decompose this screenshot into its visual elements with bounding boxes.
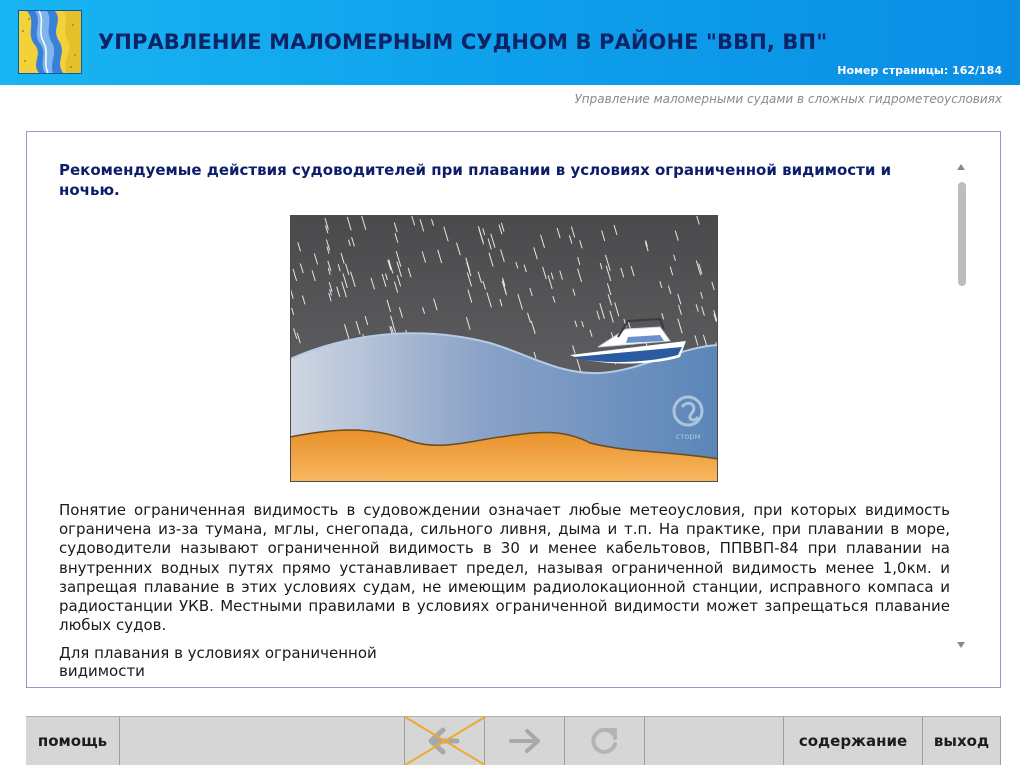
vertical-scrollbar[interactable] xyxy=(955,162,969,648)
back-button[interactable] xyxy=(405,717,485,765)
back-arrow-icon xyxy=(405,717,485,765)
bottom-toolbar xyxy=(26,716,1001,765)
scroll-down-icon[interactable] xyxy=(957,642,965,648)
next-paragraph-text: Для плавания в условиях ограниченной видимости xyxy=(59,644,377,680)
content-scroll-area[interactable] xyxy=(59,160,950,680)
app-title: УПРАВЛЕНИЕ МАЛОМЕРНЫМ СУДНОМ В РАЙОНЕ "ВВП, ВП" xyxy=(98,30,828,54)
forward-arrow-icon xyxy=(505,726,545,756)
next-paragraph-partial xyxy=(59,644,409,680)
contents-button[interactable] xyxy=(784,717,923,765)
reload-button[interactable] xyxy=(565,717,645,765)
exit-button[interactable] xyxy=(923,717,1001,765)
river-map-icon xyxy=(18,10,82,74)
content-panel xyxy=(26,131,1001,688)
body-paragraph: Понятие ограниченная видимость в судовождении означает любые метеоусловия, при которых видимость ограничена из-за тумана, мглы, снегопада, сильного ливня, дыма и т.п. На практике, при плавании в море, судоводители называют ограниченной видимость в 30 и менее кабельтовов, ППВВП-84 при плавании на внутренних водных путях прямо устанавливает предел, называя ограниченной видимость менее 1,0км. и запрещая плавание в этих условиях судам, не имеющим радиолокационной станции, исправного компаса и радиостанции УКВ. Местными правилами в условиях ограниченной видимости может запрещаться плавание любых судов. xyxy=(59,501,950,635)
exit-button-label: выход xyxy=(933,732,990,750)
boat-in-rain-illustration xyxy=(290,215,718,482)
contents-button-label: содержание xyxy=(798,732,908,750)
help-button-label: помощь xyxy=(37,732,108,750)
figure-watermark: сторм xyxy=(675,432,701,441)
toolbar-spacer-2 xyxy=(645,717,784,765)
section-heading: Рекомендуемые действия судоводителей при плавании в условиях ограниченной видимости и ночью. xyxy=(59,161,892,199)
header-bar xyxy=(0,0,1020,85)
help-button[interactable] xyxy=(26,717,120,765)
scroll-thumb[interactable] xyxy=(958,182,966,286)
section-subtitle: Управление маломерными судами в сложных гидрометеоусловиях xyxy=(574,92,1002,106)
forward-button[interactable] xyxy=(485,717,565,765)
toolbar-spacer xyxy=(120,717,405,765)
page-number: Номер страницы: 162/184 xyxy=(837,64,1002,77)
scroll-up-icon[interactable] xyxy=(957,164,965,170)
reload-icon xyxy=(587,724,623,758)
